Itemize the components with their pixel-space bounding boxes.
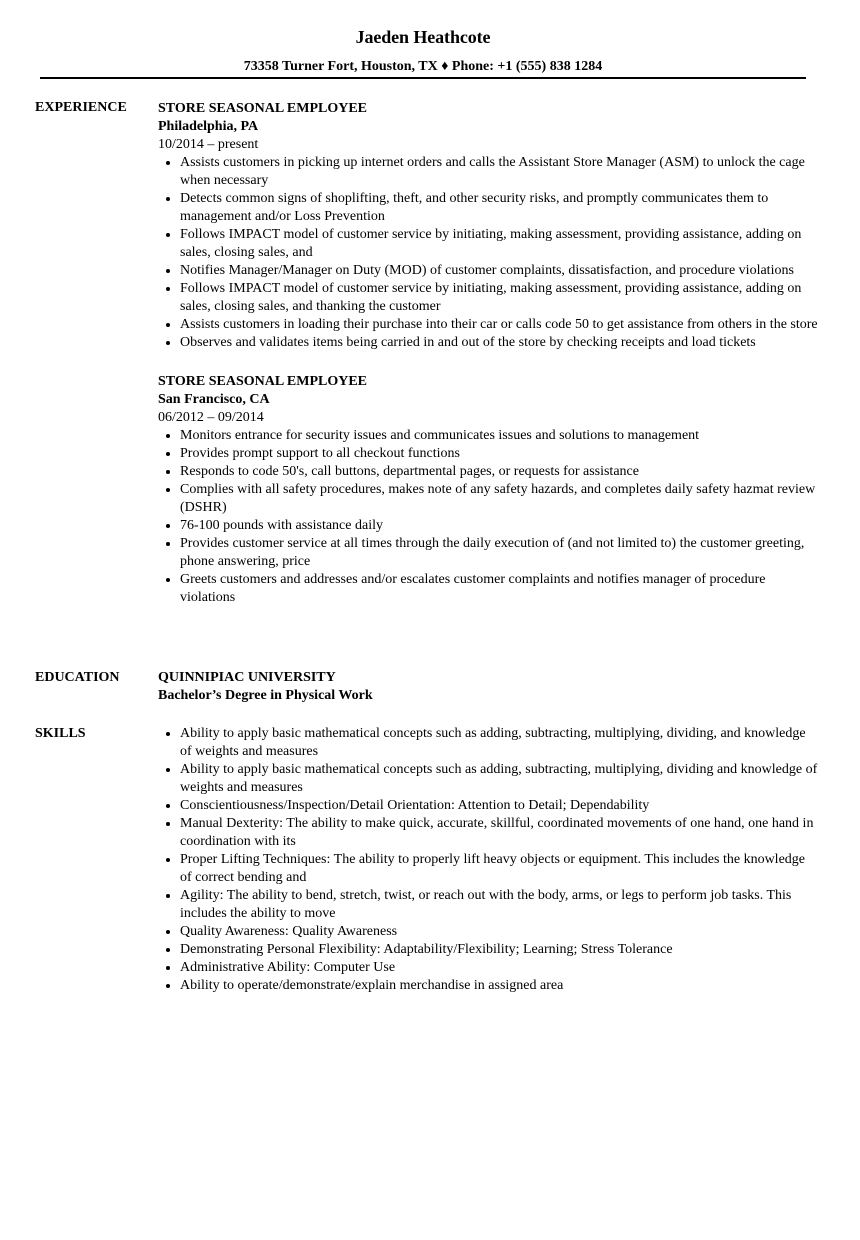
education-degree: Bachelor’s Degree in Physical Work [158, 688, 373, 703]
list-item: Ability to apply basic mathematical concepts such as adding, subtracting, multiplying, dividing and knowledge of weights and measures [158, 761, 818, 797]
list-item: 76-100 pounds with assistance daily [158, 517, 818, 535]
list-item: Assists customers in loading their purchase into their car or calls code 50 to get assistance from others in the store [158, 316, 818, 334]
list-item: Manual Dexterity: The ability to make quick, accurate, skillful, coordinated movements of one hand, one hand in coordination with its [158, 815, 818, 851]
list-item: Conscientiousness/Inspection/Detail Orientation: Attention to Detail; Dependability [158, 797, 818, 815]
experience-body [158, 99, 818, 627]
education-school: QUINNIPIAC UNIVERSITY [158, 670, 336, 685]
list-item: Administrative Ability: Computer Use [158, 959, 818, 977]
job-title: STORE SEASONAL EMPLOYEE [158, 374, 368, 389]
job-entry [158, 372, 818, 607]
list-item: Follows IMPACT model of customer service by initiating, making assessment, providing assistance, adding on sales, closing sales, and thanking the customer [158, 280, 818, 316]
header-divider [40, 77, 806, 79]
section-label-skills: SKILLS [35, 726, 86, 741]
education-body [158, 669, 818, 705]
list-item: Provides customer service at all times through the daily execution of (and not limited to) the customer greeting, phone answering, price [158, 535, 818, 571]
list-item: Quality Awareness: Quality Awareness [158, 923, 818, 941]
candidate-name: Jaeden Heathcote [355, 27, 491, 47]
section-label-education: EDUCATION [35, 670, 120, 685]
list-item: Complies with all safety procedures, makes note of any safety hazards, and completes daily safety hazmat review (DSHR) [158, 481, 818, 517]
list-item: Agility: The ability to bend, stretch, twist, or reach out with the body, arms, or legs to perform job tasks. This includes the ability to move [158, 887, 818, 923]
job-dates: 06/2012 – 09/2014 [158, 410, 264, 425]
list-item: Follows IMPACT model of customer service by initiating, making assessment, providing assistance, adding on sales, closing sales, and [158, 226, 818, 262]
job-title: STORE SEASONAL EMPLOYEE [158, 101, 368, 116]
list-item: Ability to operate/demonstrate/explain merchandise in assigned area [158, 977, 818, 995]
job-dates: 10/2014 – present [158, 137, 259, 152]
list-item: Greets customers and addresses and/or escalates customer complaints and notifies manager of procedure violations [158, 571, 818, 607]
job-location: Philadelphia, PA [158, 119, 259, 134]
skills-list [158, 725, 818, 995]
list-item: Ability to apply basic mathematical concepts such as adding, subtracting, multiplying, dividing, and knowledge of weights and measures [158, 725, 818, 761]
job-bullets [158, 427, 818, 607]
job-location: San Francisco, CA [158, 392, 270, 407]
list-item: Responds to code 50's, call buttons, departmental pages, or requests for assistance [158, 463, 818, 481]
list-item: Provides prompt support to all checkout functions [158, 445, 818, 463]
contact-line: 73358 Turner Fort, Houston, TX ♦ Phone: +1 (555) 838 1284 [243, 59, 603, 74]
job-bullets [158, 154, 818, 352]
list-item: Monitors entrance for security issues and communicates issues and solutions to management [158, 427, 818, 445]
list-item: Demonstrating Personal Flexibility: Adaptability/Flexibility; Learning; Stress Tolerance [158, 941, 818, 959]
list-item: Observes and validates items being carried in and out of the store by checking receipts and load tickets [158, 334, 818, 352]
job-entry [158, 99, 818, 352]
list-item: Notifies Manager/Manager on Duty (MOD) of customer complaints, dissatisfaction, and procedure violations [158, 262, 818, 280]
list-item: Assists customers in picking up internet orders and calls the Assistant Store Manager (ASM) to unlock the cage when necessary [158, 154, 818, 190]
section-label-experience: EXPERIENCE [35, 100, 127, 115]
list-item: Detects common signs of shoplifting, theft, and other security risks, and promptly communicates them to management and/or Loss Prevention [158, 190, 818, 226]
list-item: Proper Lifting Techniques: The ability to properly lift heavy objects or equipment. This includes the knowledge of correct bending and [158, 851, 818, 887]
skills-body [158, 725, 818, 995]
